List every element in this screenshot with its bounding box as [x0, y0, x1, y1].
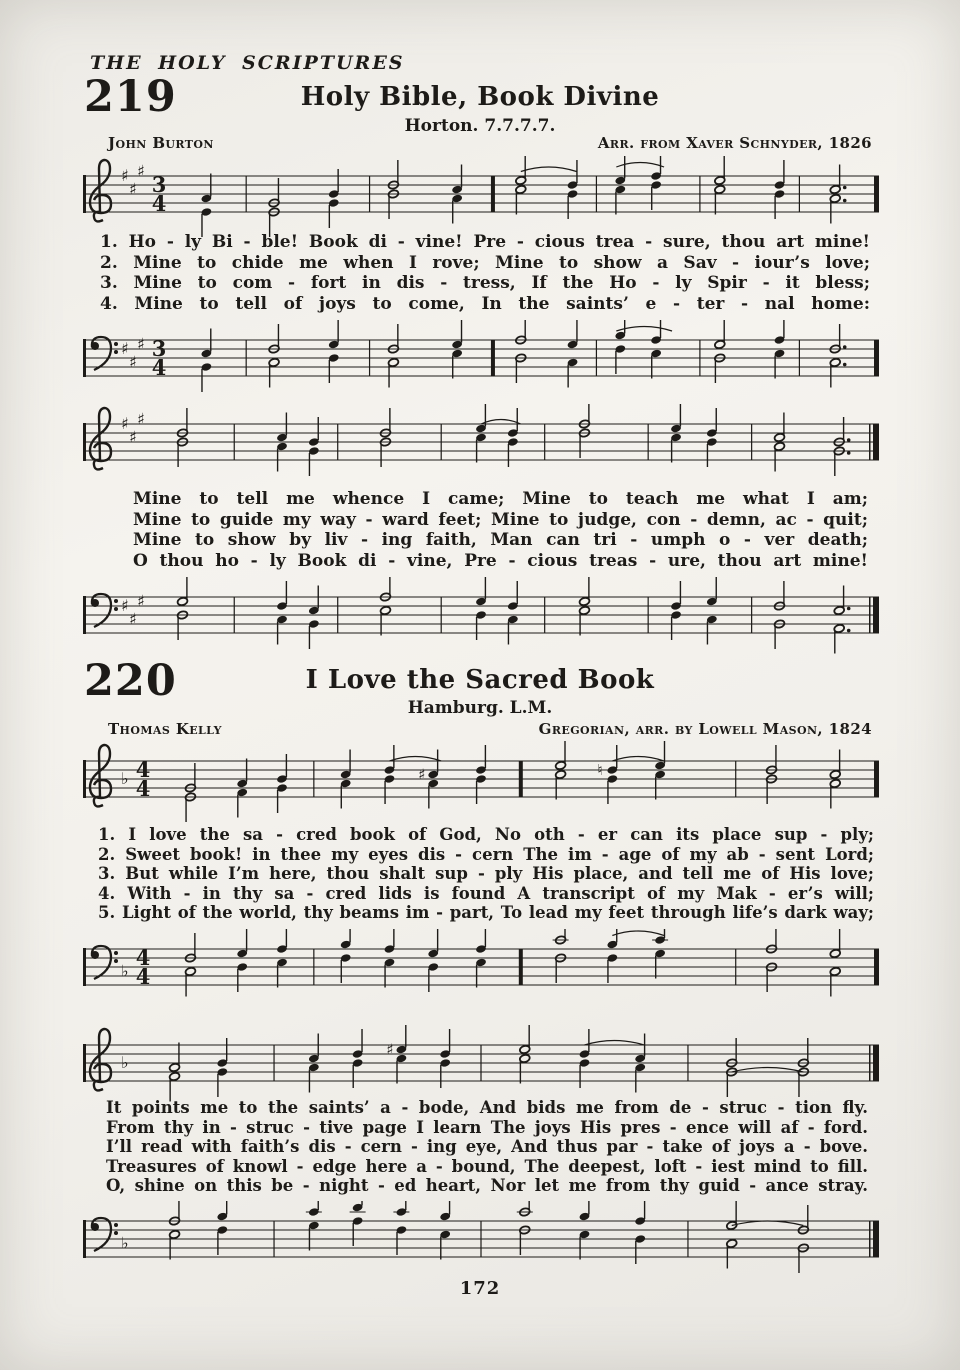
music-staff-bass-2 [82, 577, 880, 661]
page-number: 172 [459, 1278, 501, 1299]
lyric-line: 2. Sweet book! in thee my eyes dis - cern The im - age of my ab - sent Lord; [98, 844, 874, 864]
svg-text:♯: ♯ [129, 427, 137, 447]
svg-text:♯: ♯ [386, 1040, 394, 1059]
lyric-line: It points me to the saints’ a - bode, And bids me from de - struc - tion fly. [106, 1098, 868, 1117]
music-staff-treble-1 [82, 741, 880, 825]
author-name: John Burton [108, 134, 214, 152]
tune-name-and-meter: Horton. 7.7.7.7. [404, 116, 556, 136]
svg-text:♯: ♯ [121, 414, 129, 433]
svg-text:3: 3 [151, 336, 167, 361]
lyric-line: 3. But while I’m here, thou shalt sup - ply His place, and tell me of His love; [98, 864, 874, 884]
lyric-line: 1. I love the sa - cred book of God, No oth - er can its place sup - ply; [98, 825, 874, 844]
arranger-credit: Gregorian, arr. by Lowell Mason, 1824 [538, 720, 872, 738]
author-name: Thomas Kelly [108, 720, 222, 738]
svg-text:♭: ♭ [121, 1233, 129, 1253]
svg-text:4: 4 [151, 191, 167, 216]
music-staff-treble-1 [82, 156, 880, 240]
hymn-number: 220 [84, 656, 177, 706]
svg-text:3: 3 [151, 172, 167, 197]
verse-block [98, 825, 874, 923]
lyric-line: I’ll read with faith’s dis - cern - ing eye, And thus par - take of joys a - bove. [106, 1137, 868, 1157]
hymn-title: Holy Bible, Book Divine [300, 82, 660, 112]
lyric-line: 2. Mine to chide me when I rove; Mine to show a Sav - iour’s love; [100, 252, 870, 273]
music-staff-bass-1 [82, 929, 880, 1013]
lyric-line: 3. Mine to com - fort in dis - tress, If the Ho - ly Spir - it bless; [100, 273, 870, 293]
lyric-line: Treasures of knowl - edge here a - bound, The deepest, loft - iest mind to fill. [106, 1156, 868, 1176]
credits-row [108, 134, 872, 152]
hymn-title: I Love the Sacred Book [305, 665, 655, 695]
credits-row [108, 720, 872, 738]
lyric-line: 4. With - in thy sa - cred lids is found A transcript of my Mak - er’s will; [98, 883, 874, 903]
svg-text:♯: ♯ [121, 596, 129, 615]
lyric-line: Mine to tell me whence I came; Mine to teach me what I am; [133, 489, 868, 509]
verse-block [106, 1098, 868, 1196]
svg-text:♭: ♭ [121, 769, 129, 788]
svg-text:4: 4 [135, 757, 151, 782]
verse-block [133, 489, 868, 571]
lyric-line: 5. Light of the world, thy beams im - part, To lead my feet through life’s dark way; [98, 903, 874, 923]
svg-text:♭: ♭ [121, 1053, 129, 1072]
tune-name-and-meter: Hamburg. L.M. [407, 698, 553, 718]
lyric-line: O, shine on this be - night - ed heart, Nor let me from thy guid - ance stray. [106, 1176, 868, 1196]
section-running-head: THE HOLY SCRIPTURES [90, 52, 405, 74]
svg-text:4: 4 [151, 355, 167, 380]
lyric-line: O thou ho - ly Book di - vine, Pre - cious treas - ure, thou art mine! [133, 550, 868, 571]
svg-text:♮: ♮ [597, 761, 603, 779]
lyric-line: Mine to guide my way - ward feet; Mine to judge, con - demn, ac - quit; [133, 509, 868, 530]
lyric-line: 1. Ho - ly Bi - ble! Book di - vine! Pre - cious trea - sure, thou art mine! [100, 232, 870, 252]
lyric-line: From thy in - struc - tive page I learn The joys His pres - ence will af - ford. [106, 1117, 868, 1137]
svg-text:♯: ♯ [129, 179, 137, 199]
hymn-number: 219 [84, 72, 177, 122]
music-staff-treble-2 [82, 404, 880, 488]
svg-text:4: 4 [135, 964, 151, 989]
svg-text:4: 4 [135, 776, 151, 801]
svg-text:4: 4 [135, 945, 151, 970]
music-staff-bass-1 [82, 320, 880, 404]
svg-text:♯: ♯ [137, 334, 145, 354]
svg-text:♯: ♯ [137, 409, 145, 429]
arranger-credit: Arr. from Xaver Schnyder, 1826 [597, 134, 872, 152]
lyric-line: Mine to show by liv - ing faith, Man can tri - umph o - ver death; [133, 530, 868, 550]
svg-text:♯: ♯ [137, 161, 145, 181]
svg-text:♯: ♯ [121, 339, 129, 358]
svg-text:♯: ♯ [129, 609, 137, 629]
music-staff-treble-2 [82, 1025, 880, 1109]
svg-text:♯: ♯ [137, 591, 145, 611]
music-staff-bass-2 [82, 1201, 880, 1285]
svg-text:♯: ♯ [129, 352, 137, 372]
svg-text:♯: ♯ [418, 765, 426, 784]
svg-text:♭: ♭ [121, 961, 129, 981]
lyric-line: 4. Mine to tell of joys to come, In the saints’ e - ter - nal home: [100, 293, 870, 314]
verse-block [100, 232, 870, 314]
svg-text:♯: ♯ [121, 166, 129, 185]
